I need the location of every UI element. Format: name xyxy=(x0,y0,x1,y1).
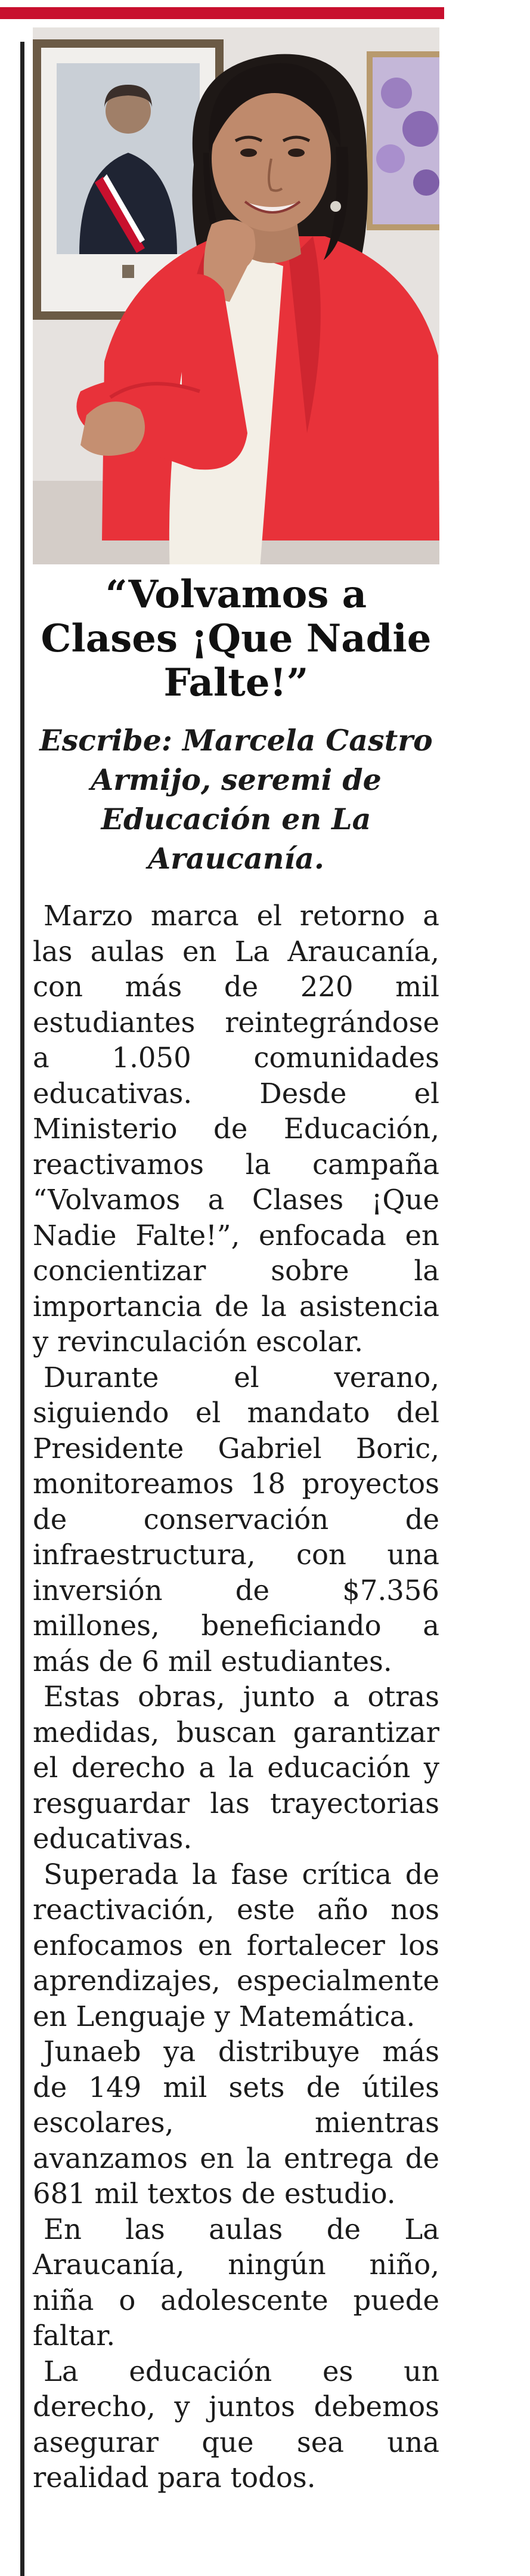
article-paragraph: Superada la fase crítica de reactivación, este año nos enfocamos en fortalecer los aprendizajes, especialmente en Lenguaje y Matemática. xyxy=(33,1858,439,2033)
author-portrait-illustration xyxy=(33,27,439,564)
opinion-article xyxy=(33,573,439,2496)
column-divider-rule xyxy=(20,42,24,2576)
article-paragraph: Durante el verano, siguiendo el mandato del Presidente Gabriel Boric, monitoreamos 18 proyectos de conservación de infraestructura, con una inversión de $7.356 millones, beneficiando a más de 6 mil estudiantes. xyxy=(33,1361,439,1678)
article-headline: “Volvamos a Clases ¡Que Nadie Falte!” xyxy=(41,572,432,705)
top-accent-rule xyxy=(0,7,444,19)
article-paragraph: La educación es un derecho, y juntos debemos asegurar que sea una realidad para todos. xyxy=(33,2355,439,2494)
article-paragraph: Marzo marca el retorno a las aulas en La Araucanía, con más de 220 mil estudiantes reintegrándose a 1.050 comunidades educativas. Desde el Ministerio de Educación, reactivamos la campaña “Volvamos a Clases ¡Que Nadie Falte!”, enfocada en concientizar sobre la importancia de la asistencia y revinculación escolar. xyxy=(33,900,439,1358)
author-photo xyxy=(33,27,439,564)
article-paragraph: Junaeb ya distribuye más de 149 mil sets de útiles escolares, mientras avanzamos en la entrega de 681 mil textos de estudio. xyxy=(33,2036,439,2210)
article-paragraph: En las aulas de La Araucanía, ningún niño, niña o adolescente puede faltar. xyxy=(33,2213,439,2352)
article-byline: Escribe: Marcela Castro Armijo, seremi de Educación en La Araucanía. xyxy=(39,723,433,876)
article-paragraph: Estas obras, junto a otras medidas, buscan garantizar el derecho a la educación y resguardar las trayectorias educativas. xyxy=(33,1681,439,1855)
article-body xyxy=(33,898,439,2496)
